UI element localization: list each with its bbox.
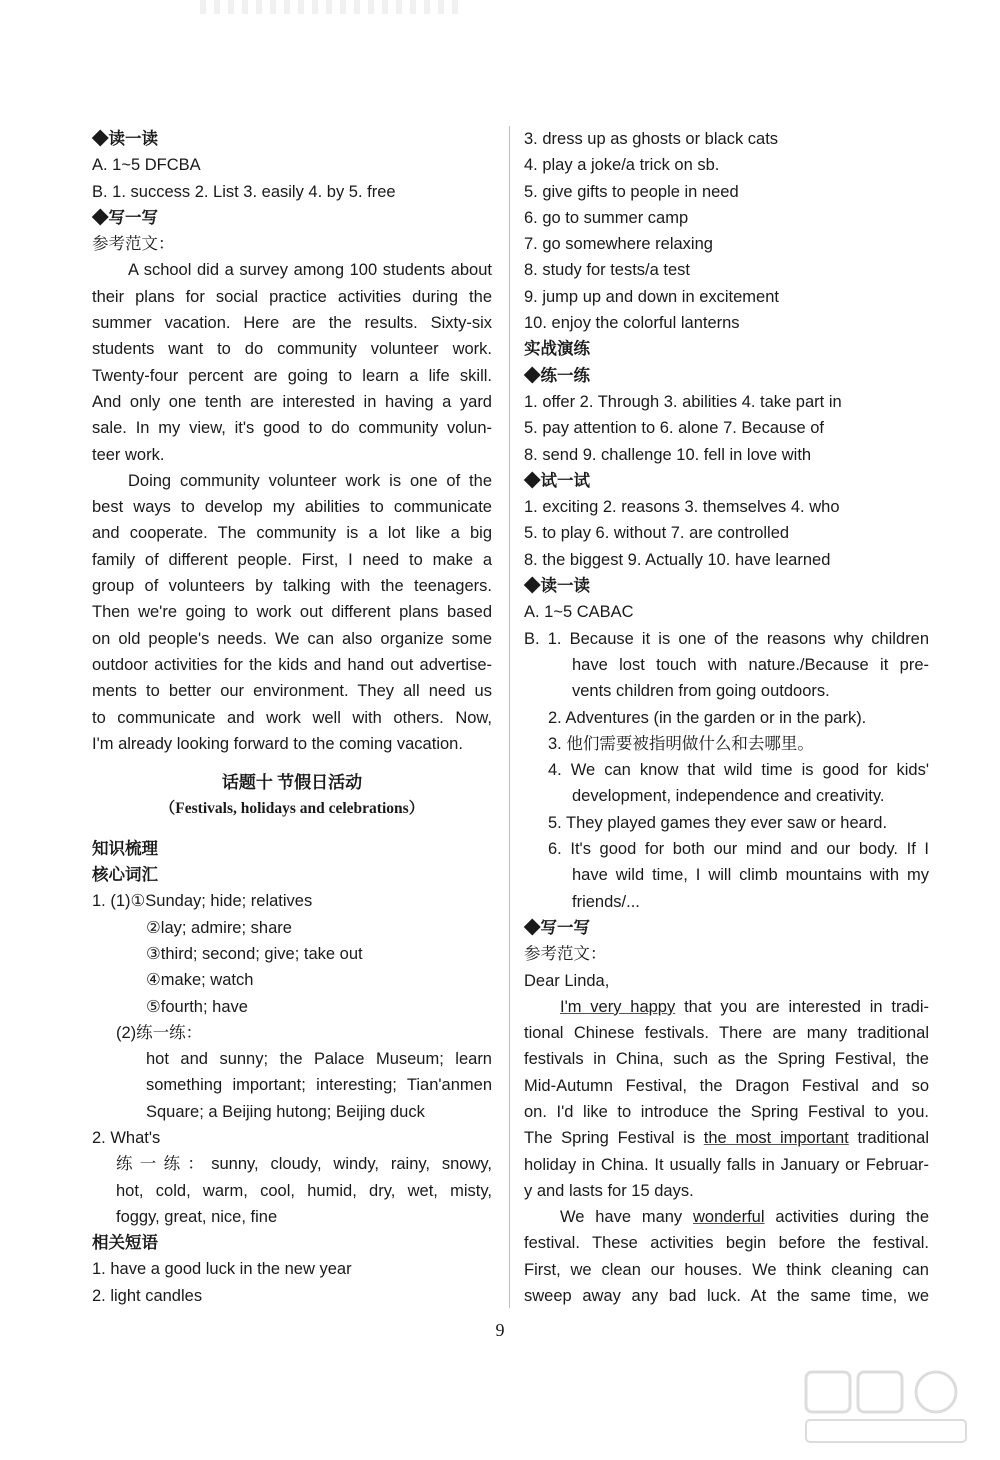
vocab-line: 1. (1)①Sunday; hide; relatives xyxy=(92,892,313,911)
essay-line: students want to do community volunteer work. xyxy=(92,340,492,359)
answer-line: have wild time, I will climb mountains with my xyxy=(572,866,929,885)
section-heading: 核心词汇 xyxy=(92,865,158,885)
phrase-line: 9. jump up and down in excitement xyxy=(524,287,779,306)
answer-line: 8. send 9. challenge 10. fell in love with xyxy=(524,445,812,464)
left-column xyxy=(92,126,492,1309)
underlined-phrase: I'm very happy xyxy=(560,997,676,1016)
phrase-line: 4. play a joke/a trick on sb. xyxy=(524,156,720,175)
phrase-line: 2. light candles xyxy=(92,1286,203,1305)
section-heading: ◆读一读 xyxy=(92,129,158,148)
underlined-phrase: the most important xyxy=(703,1129,849,1148)
essay-line: teer work. xyxy=(92,445,165,464)
watermark-logo xyxy=(802,1368,972,1448)
essay-line: The Spring Festival is the most important traditional xyxy=(524,1129,929,1148)
phrase-line: 10. enjoy the colorful lanterns xyxy=(524,314,740,333)
essay-line: on. I'd like to introduce the Spring Festival to you. xyxy=(524,1102,929,1121)
essay-line: summer vacation. Here are the results. Sixty-six xyxy=(92,314,492,333)
answer-line: 3. 他们需要被指明做什么和去哪里。 xyxy=(548,734,814,753)
vocab-line: something important; interesting; Tian'anmen xyxy=(146,1076,492,1095)
answer-line: 8. the biggest 9. Actually 10. have learned xyxy=(524,550,831,569)
section-heading: ◆试一试 xyxy=(524,470,590,490)
essay-line: sweep away any bad luck. At the same time, we xyxy=(524,1287,929,1306)
essay-line: to communicate and work well with others. Now, xyxy=(92,708,492,727)
answer-line: 5. to play 6. without 7. are controlled xyxy=(524,524,790,543)
phrase-line: 3. dress up as ghosts or black cats xyxy=(524,130,779,148)
answer-line: vents children from going outdoors. xyxy=(572,682,830,701)
vocab-line: ⑤fourth; have xyxy=(146,997,248,1016)
answer-line: development, independence and creativity. xyxy=(572,787,885,806)
vocab-line: Square; a Beijing hutong; Beijing duck xyxy=(146,1102,425,1121)
essay-line: and cooperate. The community is a lot like a big xyxy=(92,524,492,543)
answer-line: 5. pay attention to 6. alone 7. Because of xyxy=(524,419,824,438)
vocab-line: 练一练：sunny, cloudy, windy, rainy, snowy, xyxy=(116,1155,492,1174)
essay-line: holiday in China. It usually falls in January or Februar- xyxy=(524,1155,929,1174)
vocab-line: ②lay; admire; share xyxy=(146,918,292,937)
phrase-line: 7. go somewhere relaxing xyxy=(524,235,713,254)
answer-line: A. 1~5 CABAC xyxy=(524,603,634,622)
essay-line: group of volunteers by talking with the teenagers. xyxy=(92,577,492,596)
essay-line: Then we're going to work out different plans based xyxy=(92,603,492,622)
vocab-line: (2)练一练： xyxy=(116,1023,203,1042)
sample-label: 参考范文： xyxy=(524,945,607,964)
essay-line: Twenty-four percent are going to learn a life skill. xyxy=(92,366,492,385)
sample-label: 参考范文： xyxy=(92,235,175,254)
column-divider xyxy=(509,126,510,1308)
essay-line: best ways to develop my abilities to communicate xyxy=(92,498,492,517)
essay-line: tional Chinese festivals. There are many traditional xyxy=(524,1024,929,1043)
answer-line: B. 1. success 2. List 3. easily 4. by 5. free xyxy=(92,182,396,201)
section-heading: 实战演练 xyxy=(524,339,590,359)
answer-line: 6. It's good for both our mind and our body. If I xyxy=(548,840,929,859)
phrase-line: 5. give gifts to people in need xyxy=(524,182,739,201)
scan-artifact xyxy=(200,0,460,14)
answer-line: A. 1~5 DFCBA xyxy=(92,156,201,175)
essay-line: A school did a survey among 100 students about xyxy=(128,261,492,280)
essay-line: family of different people. First, I need to make a xyxy=(92,550,492,569)
section-heading: ◆读一读 xyxy=(524,576,590,596)
vocab-line: foggy, great, nice, fine xyxy=(116,1207,278,1226)
answer-line: 5. They played games they ever saw or heard. xyxy=(548,813,888,832)
underlined-phrase: wonderful xyxy=(692,1208,765,1227)
vocab-line: hot and sunny; the Palace Museum; learn xyxy=(146,1050,492,1069)
phrase-line: 1. have a good luck in the new year xyxy=(92,1260,352,1279)
answer-line: 2. Adventures (in the garden or in the park). xyxy=(548,708,867,727)
essay-line: festivals in China, such as the Spring Festival, the xyxy=(524,1050,929,1069)
answer-line: 1. offer 2. Through 3. abilities 4. take part in xyxy=(524,392,842,411)
vocab-line: ③third; second; give; take out xyxy=(146,944,363,963)
vocab-line: hot, cold, warm, cool, humid, dry, wet, misty, xyxy=(116,1181,492,1200)
answer-line: friends/... xyxy=(572,892,640,911)
essay-line: festival. These activities begin before the festival. xyxy=(524,1234,929,1253)
answer-line: 1. exciting 2. reasons 3. themselves 4. who xyxy=(524,498,840,517)
essay-line: And only one tenth are interested in having a yard xyxy=(92,392,492,411)
vocab-line: ④make; watch xyxy=(146,971,254,990)
phrase-line: 8. study for tests/a test xyxy=(524,261,690,280)
essay-line: First, we clean our houses. We think cleaning can xyxy=(524,1260,929,1279)
topic-title: 话题十 节假日活动 xyxy=(221,773,363,793)
answer-line: have lost touch with nature./Because it pre- xyxy=(572,655,929,674)
essay-line: on old people's needs. We can also organize some xyxy=(92,629,492,648)
essay-line: We have many wonderful activities during the xyxy=(560,1208,929,1227)
letter-greeting: Dear Linda, xyxy=(524,971,610,990)
section-heading: 知识梳理 xyxy=(92,838,158,858)
essay-line: Doing community volunteer work is one of the xyxy=(128,471,492,490)
essay-line: I'm already looking forward to the coming vacation. xyxy=(92,734,463,753)
essay-line: I'm very happy that you are interested in tradi- xyxy=(560,997,929,1016)
answer-line: B. 1. Because it is one of the reasons why children xyxy=(524,629,929,648)
vocab-line: 2. What's xyxy=(92,1128,161,1147)
page-number: 9 xyxy=(495,1320,505,1340)
essay-line: Mid-Autumn Festival, the Dragon Festival and so xyxy=(524,1076,929,1095)
answer-line: 4. We can know that wild time is good for kids' xyxy=(548,761,929,780)
essay-line: outdoor activities for the kids and hand out advertise- xyxy=(92,655,492,674)
essay-line: ments to better our environment. They all need us xyxy=(92,682,492,701)
essay-line: y and lasts for 15 days. xyxy=(524,1181,694,1200)
phrase-line: 6. go to summer camp xyxy=(524,208,689,227)
section-heading: ◆练一练 xyxy=(524,365,590,385)
essay-line: sale. In my view, it's good to do community volun- xyxy=(92,419,492,438)
section-heading: ◆写一写 xyxy=(92,207,158,227)
section-heading: ◆写一写 xyxy=(524,917,590,937)
section-heading: 相关短语 xyxy=(92,1233,158,1253)
right-column xyxy=(524,126,929,1309)
essay-line: their plans for social practice activities during the xyxy=(92,287,492,306)
topic-subtitle: （Festivals, holidays and celebrations） xyxy=(159,800,425,818)
